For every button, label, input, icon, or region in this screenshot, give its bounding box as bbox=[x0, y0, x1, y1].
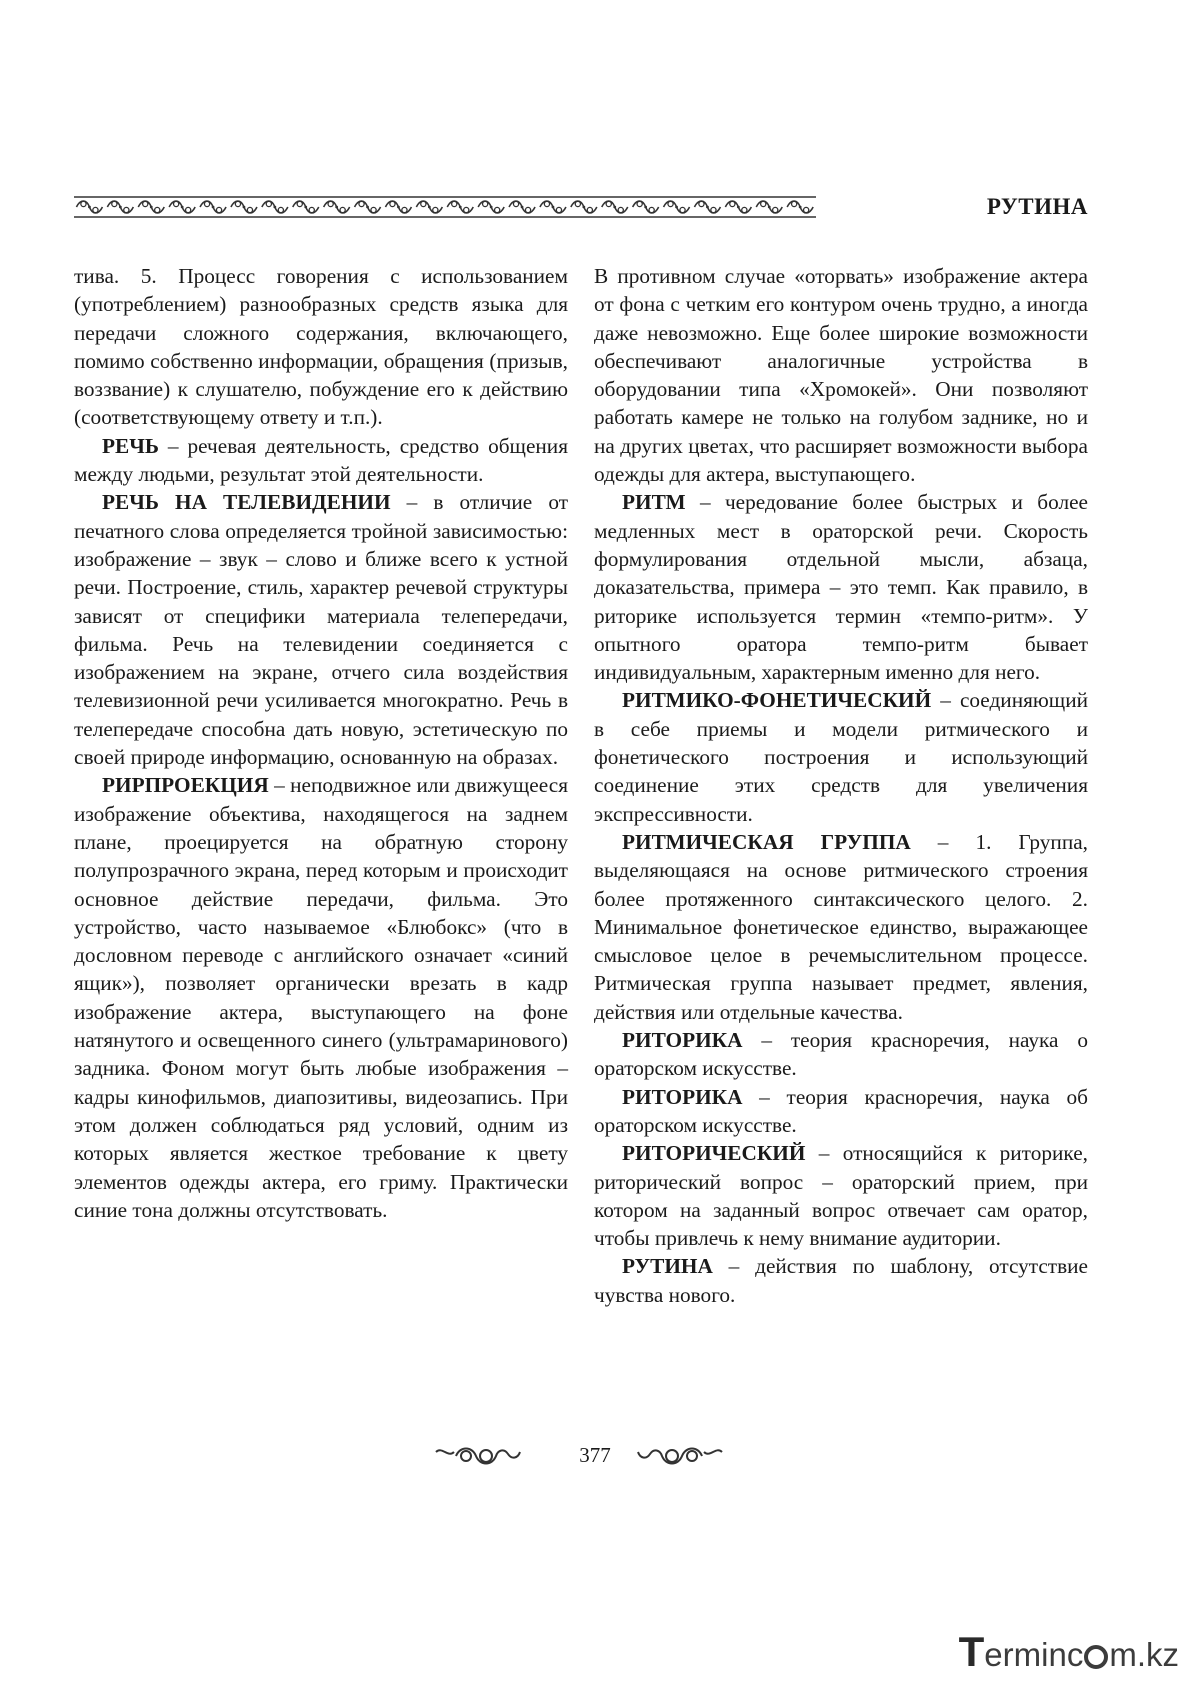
dictionary-entry bbox=[594, 1252, 1088, 1309]
watermark-initial: T bbox=[958, 1628, 985, 1675]
entry-term: РИТМИЧЕСКАЯ ГРУППА bbox=[622, 829, 911, 854]
entry-definition: – в отличие от печатного слова определяется тройной зависимостью: изображение – звук – слово и ближе всего к устной речи. Построение, стиль, характер речевой структуры зависят от специфики материала телепередачи, фильма. Речь на телевидении соединяется с изображением на экране, отчего сила воздействия телевизионной речи усиливается многократно. Речь в телепередаче способна дать новую, эстетическую по своей природе информацию, основанную на образах. bbox=[74, 490, 568, 770]
entry-definition: В противном случае «оторвать» изображение актера от фона с четким его контуром очень трудно, а иногда даже невозможно. Еще более широкие возможности обеспечивают аналогичные устройства в оборудовании типа «Хромокей». Они позволяют работать камере не только на голубом заднике, но и на других цветах, что расширяет возможности выбора одежды для актера, выступающего. bbox=[594, 264, 1088, 487]
entry-definition: – относящийся к риторике, риторический вопрос – ораторский прием, при котором на заданный вопрос отвечает сам оратор, чтобы привлечь к нему внимание аудитории. bbox=[594, 1141, 1088, 1251]
page-footer bbox=[0, 1440, 1191, 1474]
dictionary-entry bbox=[74, 432, 568, 489]
dictionary-entry bbox=[594, 1083, 1088, 1140]
entry-term: РИРПРОЕКЦИЯ bbox=[102, 773, 269, 798]
dictionary-entry bbox=[74, 262, 568, 432]
running-head: РУТИНА bbox=[986, 194, 1088, 219]
entry-term: РЕЧЬ bbox=[102, 433, 159, 458]
watermark bbox=[959, 1630, 1179, 1674]
entry-definition: – чередование более быстрых и более медленных мест в ораторской речи. Скорость формулирования отдельной мысли, абзаца, доказательства, примера – это темп. Как правило, в риторике используется термин «темпо-ритм». У опытного оратора темпо-ритм бывает индивидуальным, характерным именно для него. bbox=[594, 490, 1088, 685]
entry-term: РИТМИКО-ФОНЕТИЧЕСКИЙ bbox=[622, 688, 932, 713]
footer-ornament-right-icon bbox=[636, 1444, 726, 1468]
entry-definition: – действия по шаблону, отсутствие чувства нового. bbox=[594, 1254, 1088, 1307]
entry-term: РИТМ bbox=[622, 490, 686, 515]
entry-definition: – речевая деятельность, средство общения между людьми, результат этой деятельности. bbox=[74, 433, 568, 487]
dictionary-entry bbox=[594, 686, 1088, 827]
footer-ornament-left-icon bbox=[432, 1444, 522, 1468]
right-column bbox=[594, 262, 1088, 1309]
entry-term: РУТИНА bbox=[622, 1254, 713, 1279]
entry-definition: – 1. Группа, выделяющаяся на основе ритмического строения более протяженного синтаксического целого. 2. Минимальное фонетическое единство, выражающее смысловое целое в речемыслительном процессе. Ритмическая группа называет предмет, явления, действия или отдельные качества. bbox=[594, 829, 1088, 1024]
entry-definition: – теория красноречия, наука о ораторском искусстве. bbox=[594, 1028, 1088, 1081]
dictionary-entry bbox=[594, 488, 1088, 686]
left-column bbox=[74, 262, 568, 1224]
entry-definition: – соединяющий в себе приемы и модели ритмического и фонетического построения и использующий соединение этих средств для увеличения экспрессивности. bbox=[594, 688, 1088, 826]
page-number: 377 bbox=[579, 1443, 611, 1467]
entry-term: РЕЧЬ НА ТЕЛЕВИДЕНИИ bbox=[102, 490, 391, 515]
dictionary-entry bbox=[594, 828, 1088, 1026]
dictionary-entry bbox=[594, 1139, 1088, 1252]
entry-term: РИТОРИКА bbox=[622, 1028, 743, 1053]
watermark-o-icon bbox=[1084, 1645, 1108, 1669]
entry-definition: – теория красноречия, наука об ораторском искусстве. bbox=[594, 1084, 1088, 1137]
ornament-border-icon bbox=[74, 195, 816, 219]
entry-term: РИТОРИКА bbox=[622, 1084, 743, 1109]
entry-definition: – неподвижное или движущееся изображение объектива, находящегося на заднем плане, проецируется на обратную сторону полупрозрачного экрана, перед которым и происходит основное действие передачи, фильма. Это устройство, часто называемое «Блюбокс» (что в дословном переводе с английского означает «синий ящик»), позволяет органически врезать в кадр изображение актера, выступающего на фоне натянутого и освещенного синего (ультрамаринового) задника. Фоном могут быть любые изображения – кадры кинофильмов, диапозитивы, видеозапись. При этом должен соблюдаться ряд условий, одним из которых является жесткое требование к цвету элементов одежды актера, его гриму. Практически синие тона должны отсутствовать. bbox=[74, 773, 568, 1222]
page-header bbox=[74, 192, 1088, 222]
entry-term: РИТОРИЧЕСКИЙ bbox=[622, 1141, 806, 1166]
entry-definition: тива. 5. Процесс говорения с использованием (употреблением) разнообразных средств языка для передачи сложного содержания, включающего, помимо собственно информации, обращения (призыв, воззвание) к слушателю, побуждение его к действию (соответствующему ответу и т.п.). bbox=[74, 264, 568, 430]
dictionary-entry bbox=[594, 1026, 1088, 1083]
watermark-text: erminc bbox=[984, 1636, 1084, 1673]
watermark-domain: m.kz bbox=[1109, 1636, 1179, 1673]
dictionary-entry bbox=[74, 488, 568, 771]
dictionary-entry bbox=[594, 262, 1088, 488]
dictionary-entry bbox=[74, 771, 568, 1224]
